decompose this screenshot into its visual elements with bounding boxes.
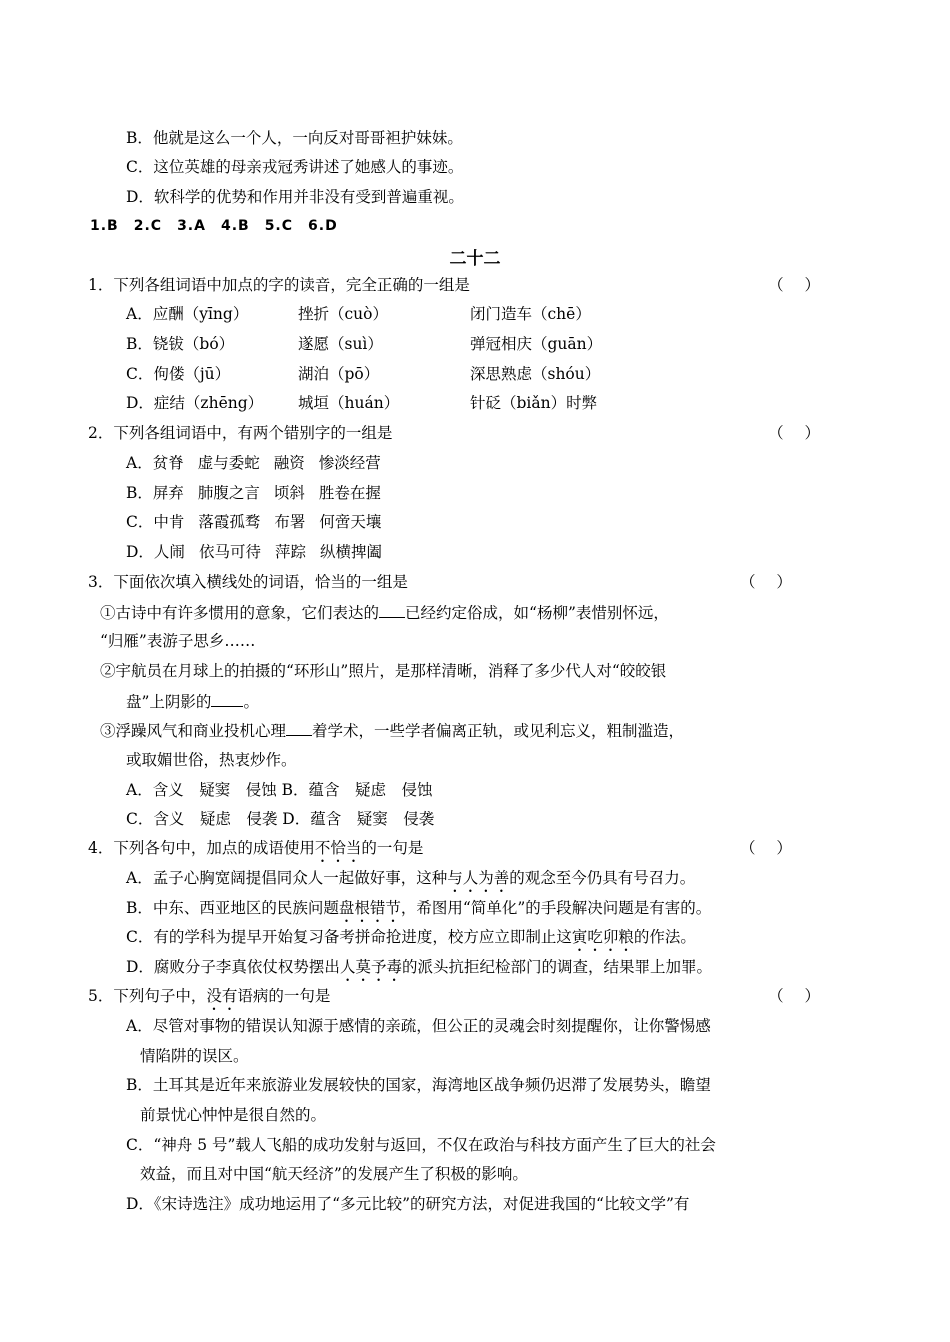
q1-b-item-1: B．铙钹（bó） xyxy=(126,335,235,353)
q1-a-item-2: 挫折（cuò） xyxy=(298,305,388,323)
q3-sentence-2-cont xyxy=(126,689,259,713)
q1-option-b xyxy=(126,332,602,356)
q1-d-item-3: 针砭（biǎn）时弊 xyxy=(470,394,598,412)
q3-s2-part-2: 。 xyxy=(243,693,259,711)
q5-option-b-line-2: 前景忧心忡忡是很自然的。 xyxy=(140,1106,327,1124)
q5-stem xyxy=(88,984,828,1008)
q4-a-part-2: 的观念至今仍具有号召力。 xyxy=(509,869,696,887)
q4-c-part-1: C．有的学科为提早开始复习备考拼命抢进度，校方应立即制止这 xyxy=(126,928,572,946)
q1-a-item-1: A．应酬（yīng） xyxy=(126,305,249,323)
q1-d-item-2: 城垣（huán） xyxy=(298,394,400,412)
q2-a-word-1: A．贫脊 xyxy=(126,454,184,472)
q3-stem xyxy=(88,570,828,594)
q2-b-word-2: 肺腹之言 xyxy=(197,484,260,502)
q4-stem-part-2: 的一句是 xyxy=(361,839,424,857)
q4-d-part-1: D．腐败分子李真依仗权势摆出 xyxy=(126,958,340,976)
q3-blank-3 xyxy=(286,718,312,736)
q3-sentence-3-cont: 或取媚世俗，热衷炒作。 xyxy=(126,751,297,769)
q4-a-idiom: 与人为善 xyxy=(447,869,510,887)
q4-a-part-1: A．孟子心胸宽阔提倡同众人一起做好事，这种 xyxy=(126,869,448,887)
q4-b-part-2: ，希图用“简单化”的手段解决问题是有害的。 xyxy=(400,899,712,917)
q3-s1-part-2: 已经约定俗成，如“杨柳”表惜别怀远， xyxy=(405,604,669,622)
q1-option-d xyxy=(126,391,597,415)
q2-a-word-2: 虚与委蛇 xyxy=(197,454,260,472)
q4-b-idiom: 盘根错节 xyxy=(338,899,401,917)
q3-answer-paren: （ ） xyxy=(740,573,800,591)
q5-stem-emphasis: 没有 xyxy=(206,987,238,1005)
q4-c-idiom: 寅吃卯粮 xyxy=(571,928,634,946)
q2-c-word-4: 何啻天壤 xyxy=(319,513,382,531)
q5-option-a-line-1: A．尽管对事物的错误认知源于感情的亲疏，但公正的灵魂会时刻提醒你，让你警惕感 xyxy=(126,1017,711,1035)
q2-d-word-2: 依马可待 xyxy=(198,543,261,561)
q4-option-a xyxy=(126,866,695,890)
q2-option-d xyxy=(126,540,382,564)
q4-answer-paren: （ ） xyxy=(740,839,800,857)
q3-sentence-1 xyxy=(100,600,669,624)
q2-option-c xyxy=(126,510,381,534)
q1-d-item-1: D．症结（zhēng） xyxy=(126,394,264,412)
q1-a-item-3: 闭门造车（chē） xyxy=(470,305,591,323)
q1-option-a xyxy=(126,302,591,326)
q3-sentence-1-cont: “归雁”表游子思乡…… xyxy=(100,632,256,650)
q1-b-item-2: 遂愿（suì） xyxy=(298,335,383,353)
q2-stem-text: 2．下列各组词语中，有两个错别字的一组是 xyxy=(88,424,393,442)
q5-stem-part-2: 语病的一句是 xyxy=(237,987,331,1005)
q1-b-item-3: 弹冠相庆（guān） xyxy=(470,335,603,353)
q2-option-a xyxy=(126,451,381,475)
q4-stem-emphasis: 不恰当 xyxy=(314,839,362,857)
q4-option-b xyxy=(126,896,711,920)
q3-sentence-3 xyxy=(100,718,684,742)
q2-b-word-4: 胜卷在握 xyxy=(318,484,381,502)
q3-sentence-2: ②宇航员在月球上的拍摄的“环形山”照片，是那样清晰，消释了多少代人对“皎皎银 xyxy=(100,662,667,680)
q2-a-word-4: 惨淡经营 xyxy=(318,454,381,472)
q1-stem-text: 1．下列各组词语中加点的字的读音，完全正确的一组是 xyxy=(88,276,470,294)
q2-option-b xyxy=(126,481,381,505)
answer-key: 1.B 2.C 3.A 4.B 5.C 6.D xyxy=(90,218,338,234)
q3-s2-part-1: 盘”上阴影的 xyxy=(126,693,212,711)
q5-option-c-line-2: 效益，而且对中国“航天经济”的发展产生了积极的影响。 xyxy=(140,1165,528,1183)
q3-stem-text: 3．下面依次填入横线处的词语，恰当的一组是 xyxy=(88,573,408,591)
prev-option-c: C．这位英雄的母亲戎冠秀讲述了她感人的事迹。 xyxy=(126,158,464,176)
q3-blank-2 xyxy=(211,689,243,707)
q1-answer-paren: （ ） xyxy=(768,276,828,294)
q2-answer-paren: （ ） xyxy=(768,424,828,442)
q2-c-word-3: 布署 xyxy=(274,513,306,531)
q2-c-word-1: C．中肯 xyxy=(126,513,185,531)
q5-option-d-line-1: D．《宋诗选注》成功地运用了“多元比较”的研究方法，对促进我国的“比较文学”有 xyxy=(126,1195,690,1213)
q2-d-word-1: D．人闹 xyxy=(126,543,185,561)
q3-blank-1 xyxy=(379,600,405,618)
q5-answer-paren: （ ） xyxy=(768,987,828,1005)
q4-stem-part-1: 4．下列各句中，加点的成语使用 xyxy=(88,839,315,857)
q5-option-c-line-1: C．“神舟 5 号”载人飞船的成功发射与返回，不仅在政治与科技方面产生了巨大的社会 xyxy=(126,1136,716,1154)
q2-d-word-4: 纵横捭阖 xyxy=(319,543,382,561)
q2-c-word-2: 落霞孤骛 xyxy=(198,513,261,531)
q1-option-c xyxy=(126,362,600,386)
q4-c-part-2: 的作法。 xyxy=(633,928,696,946)
section-title: 二十二 xyxy=(449,249,501,269)
q4-option-c xyxy=(126,925,696,949)
q2-b-word-1: B．屏弃 xyxy=(126,484,184,502)
q4-d-idiom: 人莫予毒 xyxy=(339,958,402,976)
q5-option-a-line-2: 情陷阱的误区。 xyxy=(140,1047,249,1065)
q4-b-part-1: B．中东、西亚地区的民族问题 xyxy=(126,899,339,917)
q4-stem xyxy=(88,836,828,860)
prev-option-b: B．他就是这么一个人，一向反对哥哥袒护妹妹。 xyxy=(126,129,463,147)
q2-a-word-3: 融资 xyxy=(273,454,305,472)
q3-options-ab: A．含义 疑窦 侵蚀 B．蕴含 疑虑 侵蚀 xyxy=(126,781,433,799)
q5-stem-part-1: 5．下列句子中， xyxy=(88,987,207,1005)
q1-c-item-2: 湖泊（pō） xyxy=(298,365,380,383)
q3-options-cd: C．含义 疑虑 侵袭 D．蕴含 疑窦 侵袭 xyxy=(126,810,435,828)
q2-stem xyxy=(88,421,828,445)
q1-c-item-1: C．佝偻（jū） xyxy=(126,365,231,383)
q3-s1-part-1: ①古诗中有许多惯用的意象，它们表达的 xyxy=(100,604,380,622)
q2-d-word-3: 萍踪 xyxy=(274,543,306,561)
q5-option-b-line-1: B．土耳其是近年来旅游业发展较快的国家，海湾地区战争频仍迟滞了发展势头，瞻望 xyxy=(126,1076,711,1094)
q4-option-d xyxy=(126,955,712,979)
q2-b-word-3: 顷斜 xyxy=(273,484,305,502)
q4-d-part-2: 的派头抗拒纪检部门的调查，结果罪上加罪。 xyxy=(401,958,712,976)
q1-stem xyxy=(88,273,828,297)
q3-s3-part-2: 着学术，一些学者偏离正轨，或见利忘义，粗制滥造， xyxy=(312,722,685,740)
q1-c-item-3: 深思熟虑（shóu） xyxy=(470,365,601,383)
prev-option-d: D．软科学的优势和作用并非没有受到普遍重视。 xyxy=(126,188,464,206)
q3-s3-part-1: ③浮躁风气和商业投机心理 xyxy=(100,722,287,740)
